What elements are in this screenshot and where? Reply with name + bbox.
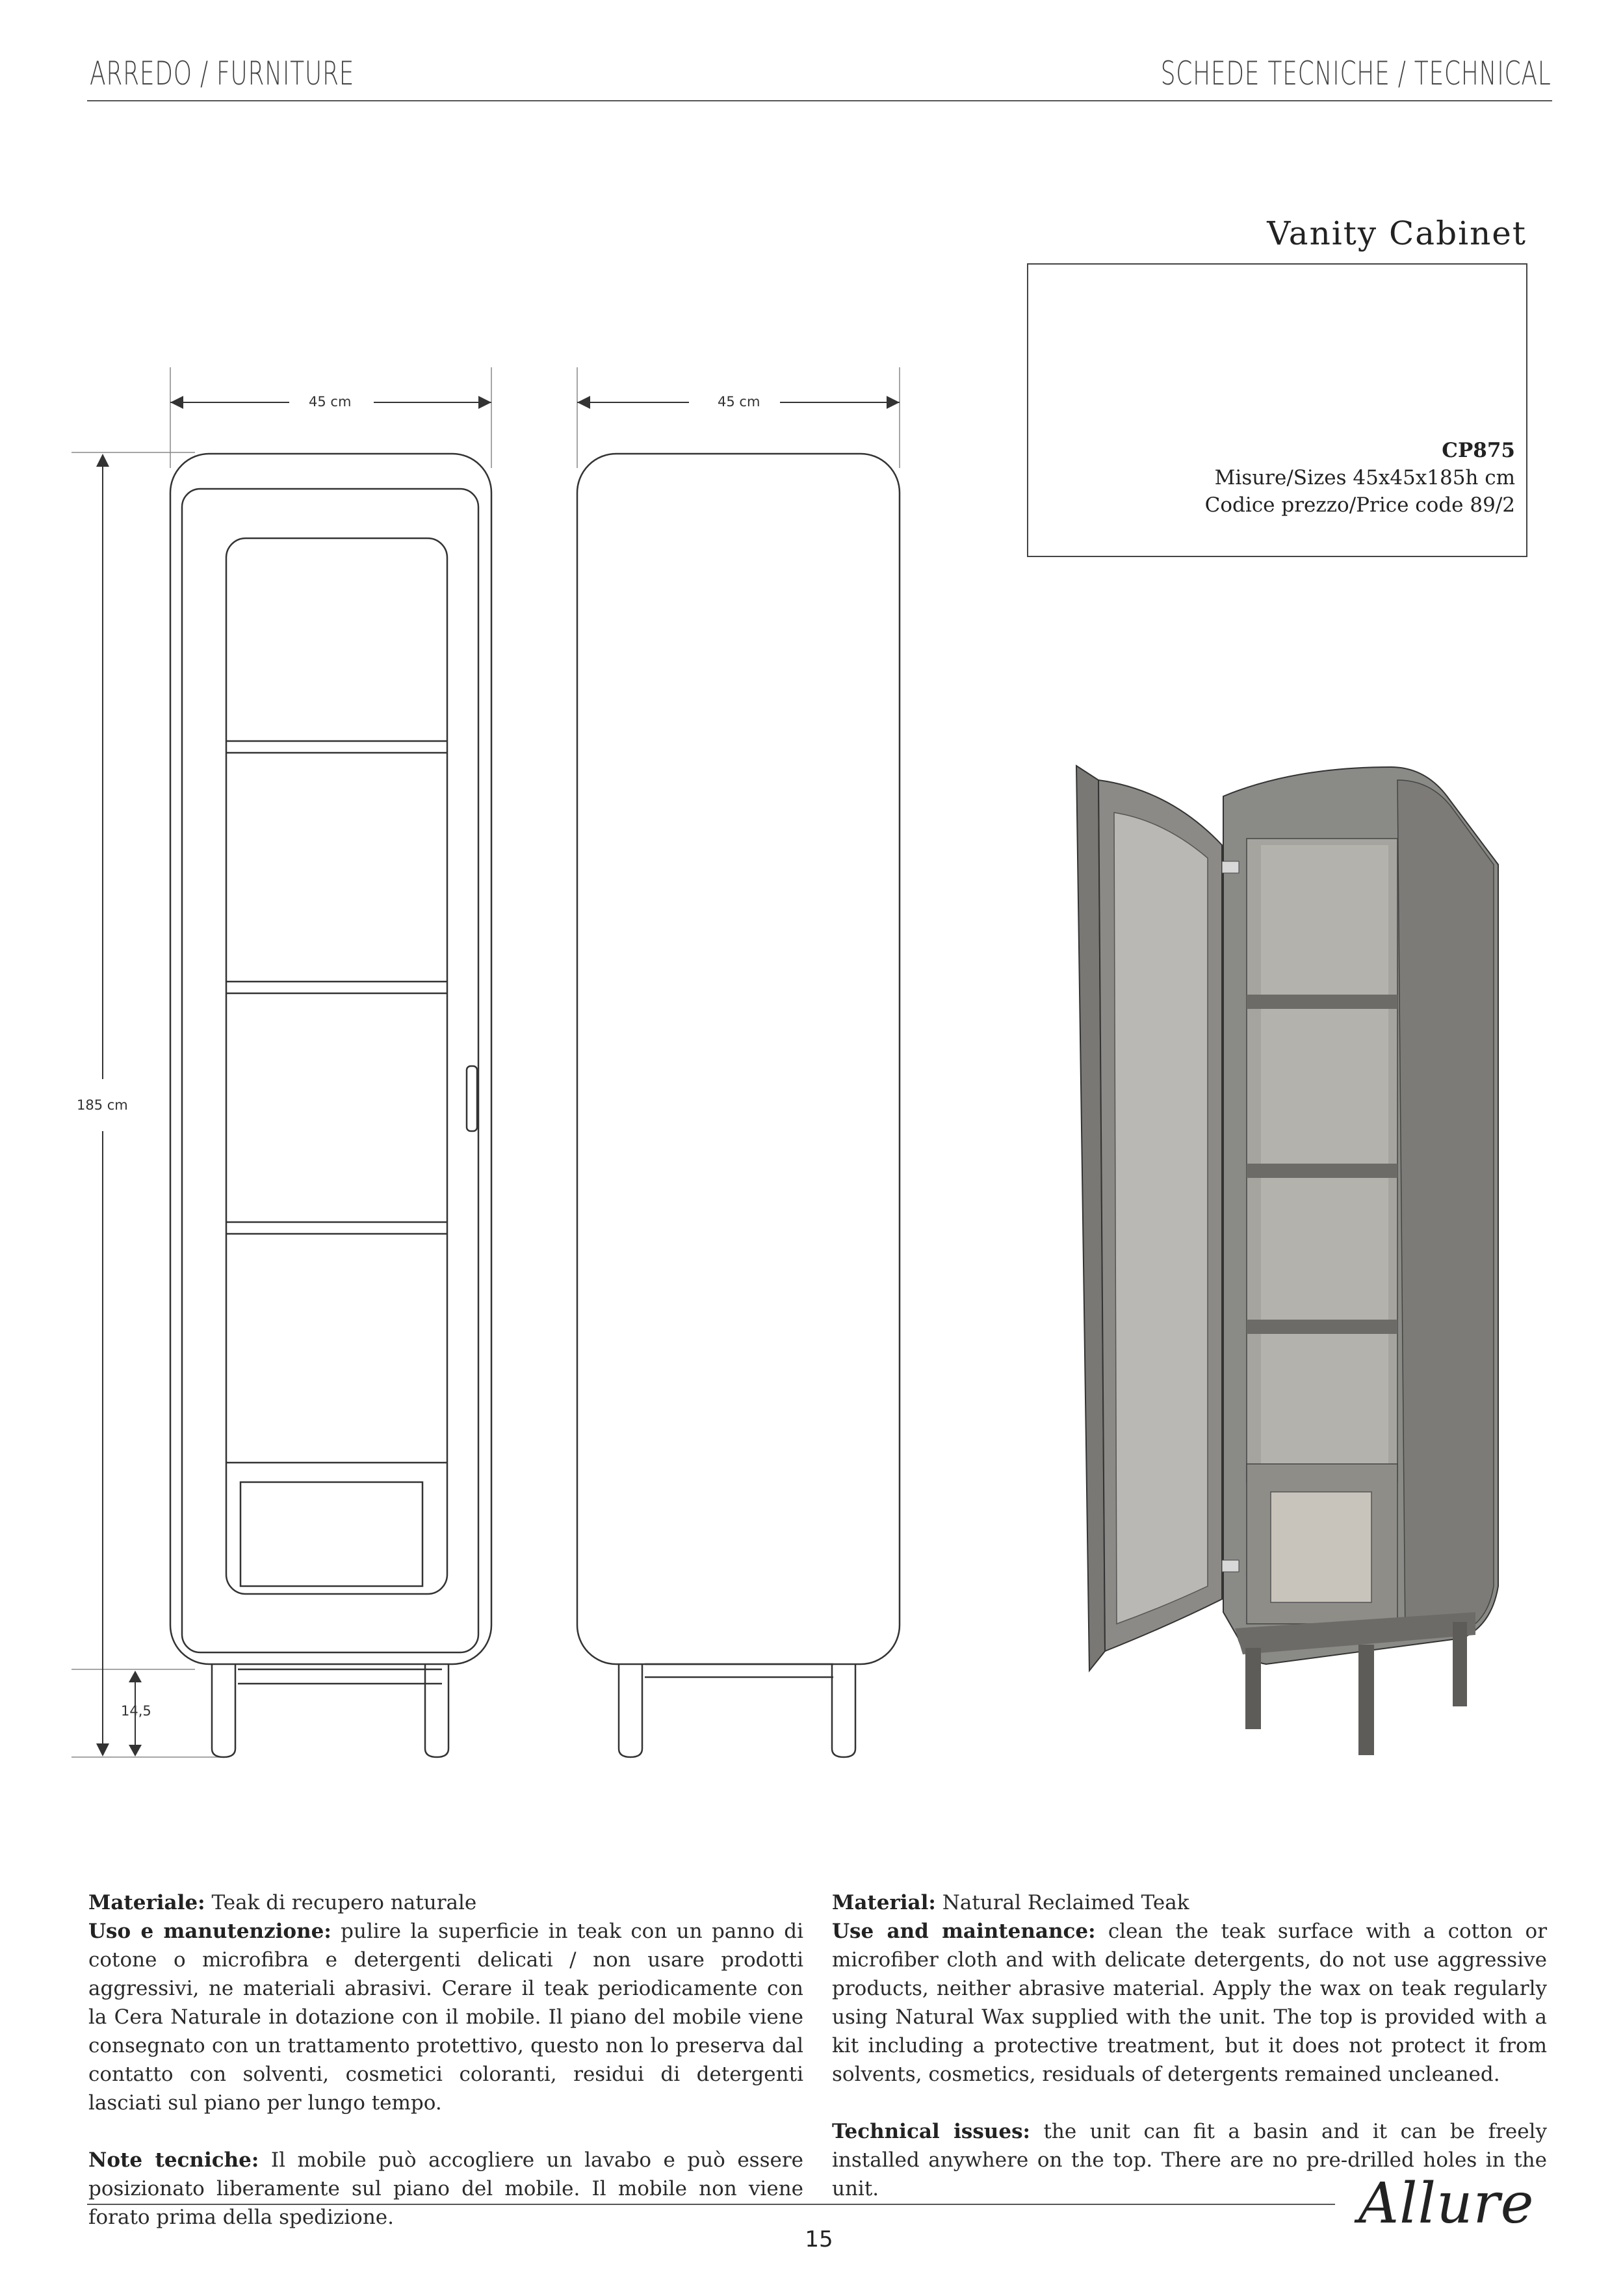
product-sizes: Misure/Sizes 45x45x185h cm bbox=[1214, 466, 1515, 489]
material-label-it: Materiale: bbox=[88, 1891, 205, 1914]
page-number: 15 bbox=[805, 2226, 833, 2252]
material-value-it: Teak di recupero naturale bbox=[211, 1891, 477, 1914]
care-text-en: clean the teak surface with a cotton or microfiber cloth and with delicate detergents, do not use aggressive products, neither abrasive material. Apply the wax on teak regularly using Natural Wax supplied with the unit. The top is provided with a kit including a protective treatment, but it does not protect it from solvents, cosmetics, residuals of detergents remained uncleaned. bbox=[832, 1920, 1548, 2086]
product-code: CP875 bbox=[1442, 439, 1515, 462]
leg bbox=[425, 1664, 448, 1757]
leg bbox=[832, 1664, 855, 1757]
arrow-head bbox=[478, 396, 491, 409]
side-outer bbox=[577, 454, 900, 1664]
material-label-en: Material: bbox=[832, 1891, 936, 1914]
arrow-head bbox=[129, 1671, 142, 1682]
height-label: 185 cm bbox=[77, 1097, 128, 1113]
arrow-head bbox=[96, 1743, 109, 1756]
door-handle bbox=[467, 1066, 477, 1131]
material-line-it bbox=[88, 1888, 803, 1917]
arrow-head bbox=[577, 396, 590, 409]
notes-label-en: Technical issues: bbox=[832, 2120, 1030, 2143]
rattan-panel bbox=[240, 1482, 422, 1586]
care-label-en: Use and maintenance: bbox=[832, 1920, 1096, 1943]
notes-text-it: Il mobile può accogliere un lavabo e può essere posizionato liberamente sul piano del mobile. Il mobile non viene forato prima della spedizione. bbox=[88, 2148, 803, 2229]
width-label-side: 45 cm bbox=[718, 394, 760, 410]
notes-paragraph-it bbox=[88, 2146, 803, 2232]
notes-text-en: the unit can fit a basin and it can be freely installed anywhere on the top. There are no pre-drilled holes in the unit. bbox=[832, 2120, 1547, 2200]
leg-height-label: 14,5 bbox=[121, 1703, 151, 1719]
care-label-it: Uso e manutenzione: bbox=[88, 1920, 331, 1943]
arrow-head bbox=[170, 396, 183, 409]
care-paragraph-en bbox=[832, 1917, 1547, 2089]
material-value-en: Natural Reclaimed Teak bbox=[942, 1891, 1189, 1914]
product-photo bbox=[1076, 766, 1498, 1755]
width-label-front: 45 cm bbox=[309, 394, 352, 410]
product-title: Vanity Cabinet bbox=[1267, 215, 1527, 252]
english-description bbox=[832, 1888, 1547, 2203]
arrow-head bbox=[96, 454, 109, 467]
side-view bbox=[577, 454, 900, 1757]
arrow-head bbox=[129, 1745, 142, 1756]
care-paragraph-it bbox=[88, 1917, 803, 2117]
product-price-code: Codice prezzo/Price code 89/2 bbox=[1204, 493, 1515, 517]
leg bbox=[212, 1664, 235, 1757]
notes-label-it: Note tecniche: bbox=[88, 2148, 259, 2172]
care-text-it: pulire la superficie in teak con un panno di cotone o microfibra e detergenti delicati / non usare prodotti aggressivi, ne materiali abrasivi. Cerare il teak periodicamente con la Cera Naturale in dotazione con il mobile. Il piano del mobile viene consegnato con un trattamento protettivo, questo non lo preserva dal contatto con solventi, cosmetici coloranti, residui di detergenti lasciati sul piano per lungo tempo. bbox=[88, 1920, 804, 2115]
header-section-left: ARREDO / FURNITURE bbox=[90, 55, 355, 92]
brand-logo: Allure bbox=[1358, 2171, 1535, 2236]
header-section-right: SCHEDE TECNICHE / TECHNICAL bbox=[1161, 55, 1552, 92]
footer-divider bbox=[87, 2204, 1335, 2205]
leg bbox=[619, 1664, 642, 1757]
front-view bbox=[170, 454, 491, 1757]
glass-panel bbox=[226, 538, 447, 1594]
arrow-head bbox=[887, 396, 900, 409]
material-line-en bbox=[832, 1888, 1547, 1917]
italian-description bbox=[88, 1888, 803, 2232]
